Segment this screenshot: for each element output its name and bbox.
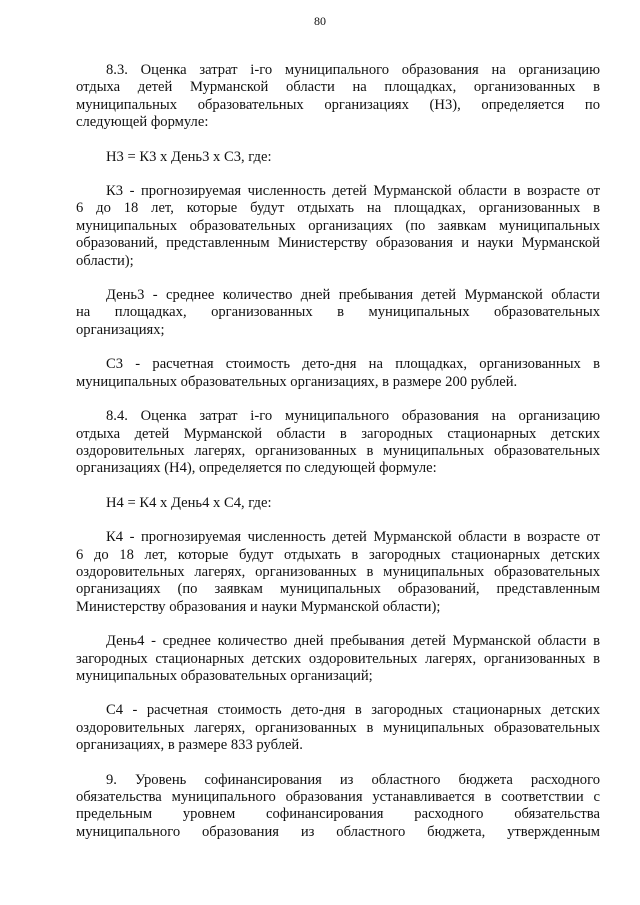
page-number: 80: [314, 14, 326, 28]
text-line: 8.4. Оценка затрат i-го муниципального образования на организацию: [106, 408, 600, 425]
text-line: 6 до 18 лет, которые будут отдыхать на площадках, организованных в: [76, 200, 600, 217]
text-line: образований, представленным Министерству образования и науки Мурманской: [76, 235, 600, 252]
text-line: отдыха детей Мурманской области на площадках, организованных в: [76, 79, 600, 96]
definition-day4: [76, 633, 600, 685]
text-line: оздоровительных лагерях, организованных в муниципальных образовательных: [76, 442, 600, 459]
formula-line: Н3 = К3 х День3 х С3, где:: [106, 148, 272, 165]
text-line: С3 - расчетная стоимость дето-дня на площадках, организованных в: [106, 356, 600, 373]
definition-k3: [76, 183, 600, 270]
text-line: загородных стационарных детских оздоровительных лагерях, организованных в: [76, 650, 600, 667]
text-line: на площадках, организованных в муниципальных образовательных: [76, 304, 600, 321]
text-line: День3 - среднее количество дней пребывания детей Мурманской области: [106, 287, 600, 304]
text-line: 9. Уровень софинансирования из областного бюджета расходного: [106, 771, 600, 788]
definition-c3: [76, 356, 600, 391]
text-line: муниципальных образовательных организациях, в размере 200 рублей.: [76, 373, 518, 390]
text-line: 8.3. Оценка затрат i-го муниципального образования на организацию: [106, 62, 600, 78]
text-line: организациях;: [76, 321, 165, 338]
text-line: К4 - прогнозируемая численность детей Мурманской области в возрасте от: [106, 529, 600, 546]
text-line: области);: [76, 252, 134, 269]
text-line: 6 до 18 лет, которые будут отдыхать в загородных стационарных детских: [76, 546, 600, 563]
document-body: [76, 62, 600, 841]
paragraph-8-4: [76, 408, 600, 478]
text-line: предельным уровнем софинансирования расходного обязательства: [76, 806, 600, 823]
text-line: отдыха детей Мурманской области в загородных стационарных детских: [76, 425, 600, 442]
text-line: муниципального образования из областного бюджета, утвержденным: [76, 823, 600, 840]
definition-k4: [76, 529, 600, 616]
text-line: День4 - среднее количество дней пребывания детей Мурманской области в: [106, 633, 600, 650]
formula-line: Н4 = К4 х День4 х С4, где:: [106, 494, 272, 511]
text-line: Министерству образования и науки Мурманской области);: [76, 598, 441, 615]
text-line: С4 - расчетная стоимость дето-дня в загородных стационарных детских: [106, 702, 600, 719]
paragraph-8-3: [76, 62, 600, 132]
text-line: муниципальных образовательных организациях (по заявкам муниципальных: [76, 217, 600, 234]
text-line: организациях, в размере 833 рублей.: [76, 737, 303, 754]
text-line: организациях (по заявкам муниципальных образований, представленным: [76, 581, 600, 598]
text-line: обязательства муниципального образования устанавливается в соответствии с: [76, 789, 600, 805]
formula-h4: [76, 495, 600, 512]
text-line: муниципальных образовательных организациях (Н3), определяется по: [76, 96, 600, 113]
text-line: оздоровительных лагерях, организованных в муниципальных образовательных: [76, 563, 600, 580]
definition-day3: [76, 287, 600, 339]
text-line: оздоровительных лагерях, организованных в муниципальных образовательных: [76, 719, 600, 736]
paragraph-9: [76, 772, 600, 842]
text-line: следующей формуле:: [76, 114, 209, 131]
text-line: организациях (Н4), определяется по следующей формуле:: [76, 460, 437, 477]
definition-c4: [76, 702, 600, 754]
text-line: К3 - прогнозируемая численность детей Мурманской области в возрасте от: [106, 183, 600, 200]
text-line: муниципальных образовательных организаций;: [76, 667, 373, 684]
formula-h3: [76, 149, 600, 166]
